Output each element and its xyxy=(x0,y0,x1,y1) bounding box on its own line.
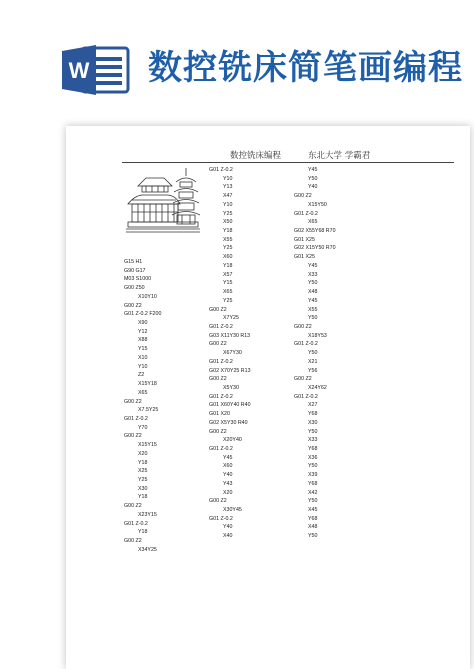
gcode-column-3 xyxy=(294,166,336,541)
code-line: X7.5Y25 xyxy=(138,407,159,414)
code-line: X15Y50 xyxy=(308,201,327,208)
code-line: X20 xyxy=(138,450,148,457)
code-line: Y45 xyxy=(308,297,318,304)
code-line: Y10 xyxy=(223,175,233,182)
code-line: Y50 xyxy=(308,498,318,505)
code-line: Y25 xyxy=(138,476,148,483)
code-line: G00 Z2 xyxy=(209,498,227,505)
code-line: X18Y53 xyxy=(308,332,327,339)
code-line: G01 Z-0.2 F200 xyxy=(124,311,162,318)
code-line: Y18 xyxy=(138,529,148,536)
code-line: Y25 xyxy=(223,245,233,252)
code-line: Y18 xyxy=(138,459,148,466)
code-line: G01 Z-0.2 xyxy=(209,167,233,173)
code-line: G00 Z2 xyxy=(294,193,312,200)
code-line: Y10 xyxy=(223,201,233,208)
code-line: X90 xyxy=(138,320,148,327)
code-line: X23Y15 xyxy=(138,511,157,518)
code-line: Y40 xyxy=(308,184,318,191)
code-line: G00 Z2 xyxy=(124,538,142,544)
code-line: X55 xyxy=(223,236,233,243)
code-line: G02 X55Y68 R70 xyxy=(294,228,336,235)
code-line: G02 X70Y25 R13 xyxy=(209,367,251,374)
code-line: G01 Z-0.2 xyxy=(209,393,233,400)
code-line: X20 xyxy=(223,489,233,496)
code-line: Y15 xyxy=(138,346,148,353)
code-line: X65 xyxy=(138,389,148,396)
code-line: X65 xyxy=(223,289,233,296)
code-line: Y50 xyxy=(308,315,318,322)
code-line: X88 xyxy=(138,337,148,344)
code-line: X55 xyxy=(308,306,318,313)
code-line: X45 xyxy=(308,507,318,514)
code-line: G01 X60Y40 R40 xyxy=(209,402,251,409)
code-line: G00 Z2 xyxy=(209,306,227,313)
code-line: Y56 xyxy=(308,367,318,374)
code-line: X50 xyxy=(223,219,233,226)
code-line: Y15 xyxy=(223,280,233,287)
code-line: Y50 xyxy=(308,428,318,435)
code-line: Y18 xyxy=(138,494,148,501)
code-line: X47 xyxy=(223,193,233,200)
code-line: G01 Z-0.2 xyxy=(209,323,233,330)
code-line: G00 Z2 xyxy=(209,428,227,435)
code-line: X10Y10 xyxy=(138,293,157,300)
code-line: X36 xyxy=(308,454,318,461)
code-line: X10 xyxy=(138,354,148,361)
code-line: Y50 xyxy=(308,533,318,540)
code-line: Y68 xyxy=(308,515,318,522)
code-line: X40 xyxy=(223,533,233,540)
word-logo-icon xyxy=(60,42,132,98)
code-line: G00 Z2 xyxy=(209,341,227,348)
code-line: X34Y25 xyxy=(138,546,157,553)
code-line: Y25 xyxy=(223,210,233,217)
code-line: Y40 xyxy=(223,524,233,531)
code-line: G15 H1 xyxy=(124,259,143,265)
code-line: X39 xyxy=(308,472,318,479)
code-line: Y10 xyxy=(138,363,148,370)
code-line: X30 xyxy=(308,419,318,426)
code-line: G00 Z2 xyxy=(294,323,312,330)
code-line: G01 Z-0.2 xyxy=(209,358,233,365)
code-line: X20Y40 xyxy=(223,437,242,444)
document-header-left: 数控铣床编程 xyxy=(230,151,282,161)
code-line: G01 Z-0.2 xyxy=(124,520,148,527)
code-line: X65 xyxy=(308,219,318,226)
code-line: G01 Z-0.2 xyxy=(294,341,318,348)
code-line: Y50 xyxy=(308,280,318,287)
code-line: X27 xyxy=(308,402,318,409)
gcode-column-2 xyxy=(209,166,251,541)
code-line: X5Y30 xyxy=(223,384,239,391)
code-line: X33 xyxy=(308,271,318,278)
code-line: G01 Z-0.2 xyxy=(209,446,233,452)
code-line: G00 Z2 xyxy=(124,302,142,309)
page-title: 数控铣床简笔画编程 xyxy=(148,48,463,88)
code-line: Y45 xyxy=(223,454,233,461)
code-line: X48 xyxy=(308,524,318,531)
code-line: X24Y62 xyxy=(308,384,327,391)
code-line: G02 X15Y50 R70 xyxy=(294,245,336,252)
code-line: G01 X25 xyxy=(294,236,315,243)
code-line: M03 S1000 xyxy=(124,276,152,283)
code-line: X30Y45 xyxy=(223,507,242,514)
code-line: G01 Z-0.2 xyxy=(294,210,318,217)
banner xyxy=(0,0,474,118)
code-line: X30 xyxy=(138,485,148,492)
code-line: Y70 xyxy=(138,424,148,431)
code-line: Y68 xyxy=(308,411,318,418)
code-line: X42 xyxy=(308,489,318,496)
code-line: Y43 xyxy=(223,480,233,487)
code-line: Y40 xyxy=(223,472,233,479)
code-line: G00 Z2 xyxy=(124,503,142,510)
code-line: G90 G17 xyxy=(124,267,146,274)
code-line: X57 xyxy=(223,271,233,278)
code-line: X25 xyxy=(138,468,148,475)
code-line: G01 X25 xyxy=(294,254,315,261)
code-line: G00 Z2 xyxy=(124,433,142,440)
code-line: X60 xyxy=(223,463,233,470)
code-line: X21 xyxy=(308,358,318,365)
code-line: Y50 xyxy=(308,350,318,357)
code-line: G02 X5Y30 R40 xyxy=(209,419,248,426)
word-logo-letter: W xyxy=(68,58,90,83)
code-line: Y50 xyxy=(308,463,318,470)
code-line: G01 Z-0.2 xyxy=(124,415,148,422)
gcode-column-1 xyxy=(124,258,161,554)
code-line: G00 Z2 xyxy=(294,376,312,383)
code-line: Y45 xyxy=(308,167,318,173)
code-line: Y25 xyxy=(223,297,233,304)
pagoda-drawing-icon xyxy=(124,166,202,242)
code-line: G00 Z2 xyxy=(124,398,142,405)
document-header xyxy=(122,148,454,163)
code-line: Z2 xyxy=(138,372,145,379)
code-line: X48 xyxy=(308,289,318,296)
code-line: Y18 xyxy=(223,228,233,235)
code-line: G01 X20 xyxy=(209,411,230,418)
document-page xyxy=(66,126,470,669)
code-line: X15Y18 xyxy=(138,381,157,388)
code-line: G01 Z-0.2 xyxy=(209,515,233,522)
code-line: Y68 xyxy=(308,446,318,452)
code-line: Y50 xyxy=(308,175,318,182)
code-line: Y45 xyxy=(308,262,318,269)
code-line: G01 Z-0.2 xyxy=(294,393,318,400)
code-line: Y18 xyxy=(223,262,233,269)
code-line: G03 X11Y30 R13 xyxy=(209,332,251,339)
code-line: X33 xyxy=(308,437,318,444)
code-line: X15Y15 xyxy=(138,442,157,449)
code-line: G00 Z2 xyxy=(209,376,227,383)
code-line: Y12 xyxy=(138,328,148,335)
code-line: Y68 xyxy=(308,480,318,487)
code-line: X60 xyxy=(223,254,233,261)
document-header-right: 东北大学 学霸君 xyxy=(308,151,371,161)
code-line: G00 Z50 xyxy=(124,285,145,292)
code-line: Y13 xyxy=(223,184,233,191)
code-line: X7Y25 xyxy=(223,315,239,322)
code-line: X67Y30 xyxy=(223,350,242,357)
